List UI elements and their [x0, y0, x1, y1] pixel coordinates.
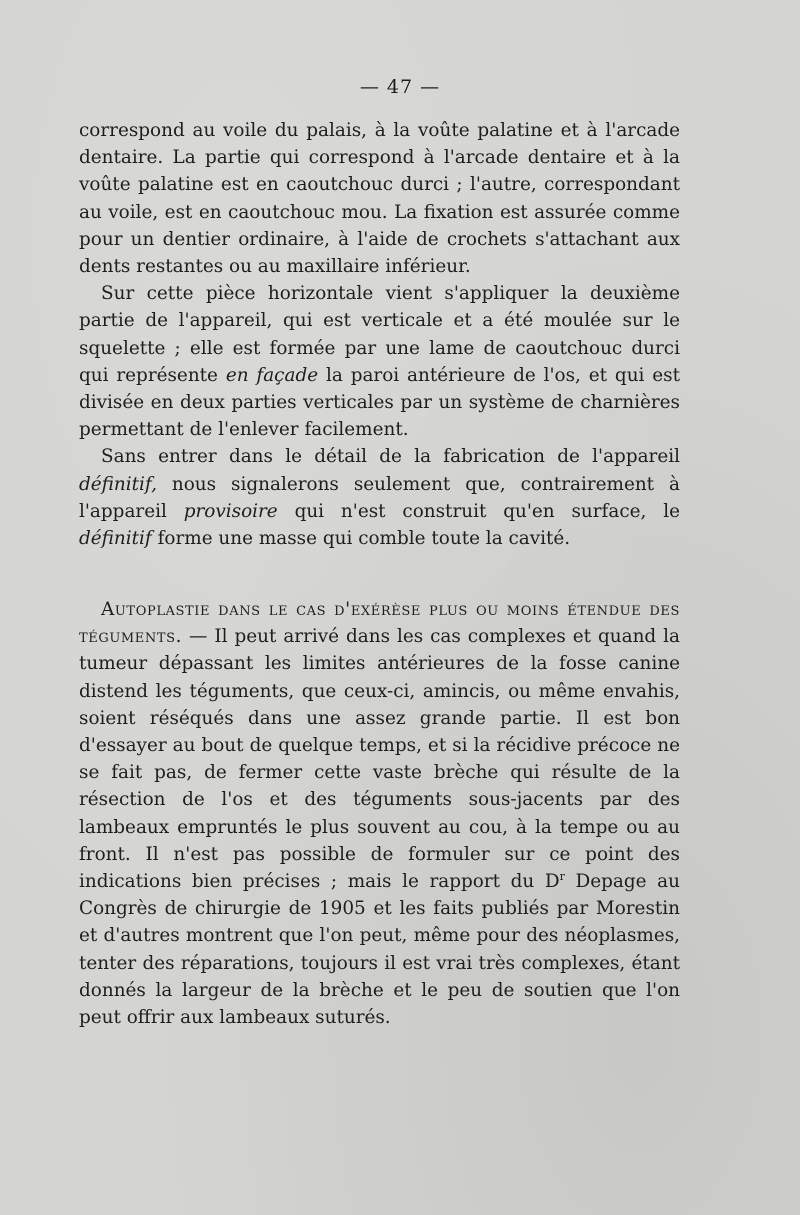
text-run: correspond au voile du palais, à la voûte palatine et à l'arcade dentaire. La partie qui correspond à l'arcade dentaire et à la voûte palatine est en caoutchouc durci ; l'autre, correspondant au voile, est en caoutchouc mou. La fixation est assurée comme pour un dentier ordinaire, à l'aide de crochets s'attachant aux dents restantes ou au maxillaire inférieur. — [79, 120, 680, 278]
italic-text-run: provisoire — [183, 500, 278, 522]
paragraph-1 — [79, 117, 680, 280]
body-text-section — [79, 596, 680, 1031]
body-text-top — [79, 117, 680, 552]
text-run: Sans entrer dans le détail de la fabrication de l'appareil — [101, 446, 680, 468]
page-number: — 47 — — [359, 76, 441, 98]
doctor-superscript: r — [559, 869, 565, 883]
italic-text-run: définitif — [79, 528, 152, 550]
text-run: qui n'est construit qu'en surface, le — [277, 500, 680, 522]
text-run: la paroi antérieure de l'os, et qui est divisée en deux parties verticales par un système de charnières permettant de l'enlever facilement. — [79, 364, 681, 441]
text-run: Sur cette pièce horizontale vient s'appliquer la deuxième partie de l'appareil, qui est verticale et a été moulée sur le squelette ; elle est formée par une lame de caoutchouc durci qui représente — [79, 283, 680, 386]
text-run: Depage au Congrès de chirurgie de 1905 et les faits publiés par Morestin et d'autres montrent que l'on peut, même pour des néoplasmes, tenter des réparations, toujours il est vrai très complexes, étant donnés la largeur de la brèche et le peu de soutien que l'on peut offrir aux lambeaux suturés. — [79, 871, 680, 1029]
italic-text-run: définitif, — [79, 473, 157, 495]
text-run: — Il peut arrivé dans les cas complexes et quand la tumeur dépassant les limites antérieures de la fosse canine distend les téguments, que ceux-ci, amincis, ou même envahis, soient réséqués dans une assez grande partie. Il est bon d'essayer au bout de quelque temps, et si la récidive précoce ne se fait pas, de fermer cette vaste brèche qui résulte de la résection de l'os et des téguments sous-jacents par des lambeaux empruntés le plus souvent au cou, à la tempe ou au front. Il n'est pas possible de formuler sur ce point des indications bien précises ; mais le rapport du D — [79, 626, 680, 893]
text-run: nous signalerons seulement que, contrairement à l'appareil — [79, 473, 680, 522]
paragraph-3 — [79, 443, 680, 552]
section-heading: Autoplastie dans le cas d'exérèse plus ou moins étendue des téguments. — [79, 599, 680, 648]
text-run: forme une masse qui comble toute la cavité. — [151, 528, 571, 550]
section-paragraph — [79, 596, 680, 1031]
paragraph-2 — [79, 280, 680, 443]
italic-text-run: en façade — [225, 364, 319, 386]
